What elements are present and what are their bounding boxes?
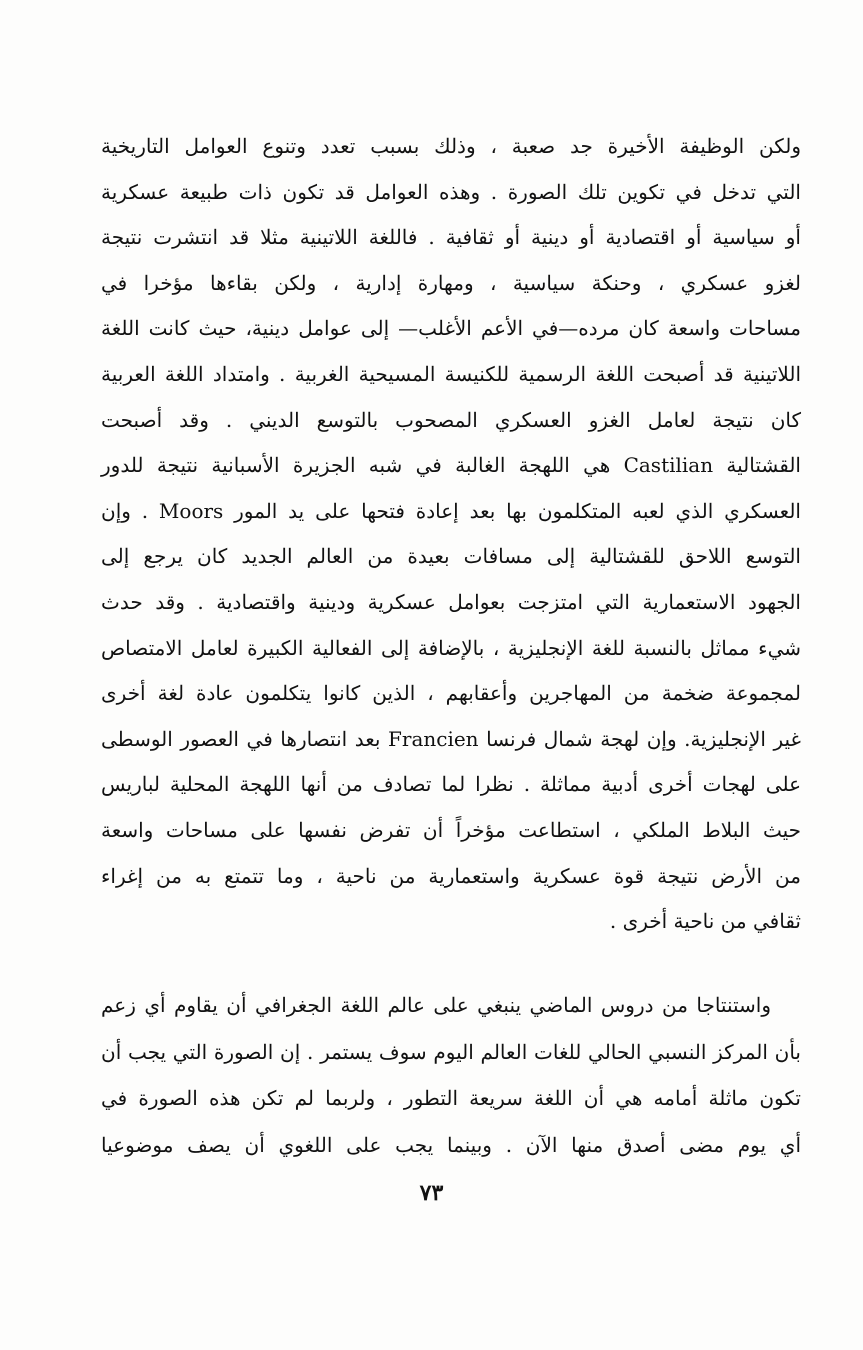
text-line: القشتالية Castilian هي اللهجة الغالبة في شبه الجزيرة الأسبانية نتيجة للدور — [101, 453, 801, 478]
text-line: حيث البلاط الملكي ، استطاعت مؤخراً أن تفرض نفسها على مساحات واسعة — [101, 817, 801, 842]
text-line: شيء مماثل بالنسبة للغة الإنجليزية ، بالإضافة إلى الفعالية الكبيرة لعامل الامتصاص — [101, 635, 801, 660]
text-line: لغزو عسكري ، وحنكة سياسية ، ومهارة إدارية ، ولكن بقاءها مؤخرا في — [101, 270, 801, 295]
text-line: ثقافي من ناحية أخرى . — [609, 909, 801, 934]
paragraph-conclusion — [101, 982, 801, 1168]
text-line: العسكري الذي لعبه المتكلمون بها بعد إعادة فتحها على يد المور Moors . وإن — [101, 498, 801, 523]
text-line: أو سياسية أو اقتصادية أو دينية أو ثقافية . فاللغة اللاتينية مثلا قد انتشرت نتيجة — [101, 225, 801, 250]
text-line: واستنتاجا من دروس الماضي ينبغي على عالم اللغة الجغرافي أن يقاوم أي زعم — [101, 993, 771, 1017]
text-line: على لهجات أخرى أدبية مماثلة . نظرا لما تصادف من أنها اللهجة المحلية لباريس — [101, 772, 801, 797]
text-line: مساحات واسعة كان مرده—في الأعم الأغلب— إلى عوامل دينية، حيث كانت اللغة — [101, 316, 801, 341]
text-line: التوسع اللاحق للقشتالية إلى مسافات بعيدة من العالم الجديد كان يرجع إلى — [101, 544, 801, 569]
text-line: ولكن الوظيفة الأخيرة جد صعبة ، وذلك بسبب تعدد وتنوع العوامل التاريخية — [101, 134, 801, 158]
text-line: اللاتينية قد أصبحت اللغة الرسمية للكنيسة المسيحية الغربية . وامتداد اللغة العربية — [101, 361, 801, 386]
text-line: بأن المركز النسبي الحالي للغات العالم اليوم سوف يستمر . إن الصورة التي يجب أن — [101, 1039, 801, 1064]
text-line: كان نتيجة لعامل الغزو العسكري المصحوب بالتوسع الديني . وقد أصبحت — [101, 407, 801, 432]
text-line: لمجموعة ضخمة من المهاجرين وأعقابهم ، الذين كانوا يتكلمون عادة لغة أخرى — [101, 681, 801, 706]
text-line: أي يوم مضى أصدق منها الآن . وبينما يجب على اللغوي أن يصف موضوعيا — [101, 1132, 801, 1157]
paragraph-historical-factors — [101, 124, 801, 945]
text-line: التي تدخل في تكوين تلك الصورة . وهذه العوامل قد تكون ذات طبيعة عسكرية — [101, 179, 801, 204]
text-line: غير الإنجليزية. وإن لهجة شمال فرنسا Francien بعد انتصارها في العصور الوسطى — [101, 726, 802, 751]
text-line: من الأرض نتيجة قوة عسكرية واستعمارية من ناحية ، وما تتمتع به من إغراء — [101, 863, 801, 888]
text-line: تكون ماثلة أمامه هي أن اللغة سريعة التطور ، ولربما لم تكن هذه الصورة في — [101, 1086, 801, 1110]
page-number: ٧٣ — [419, 1180, 444, 1206]
text-line: الجهود الاستعمارية التي امتزجت بعوامل عسكرية ودينية واقتصادية . وقد حدث — [101, 589, 801, 614]
